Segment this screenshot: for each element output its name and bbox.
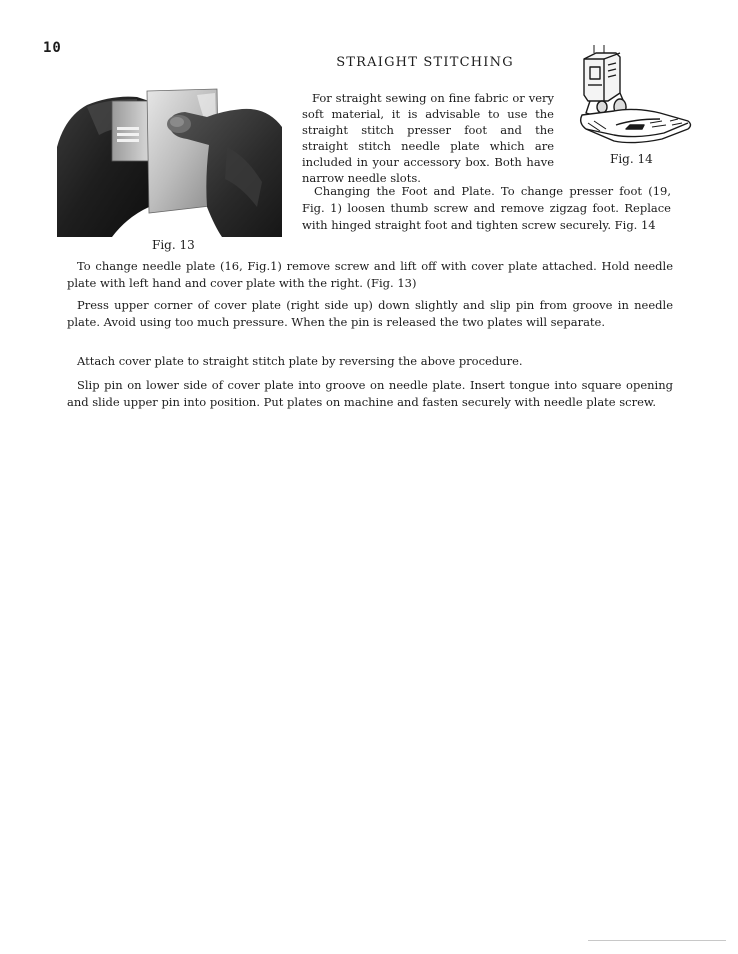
page-title: STRAIGHT STITCHING (336, 55, 514, 70)
slip-pin-paragraph: Slip pin on lower side of cover plate into groove on needle plate. Insert tongue into square opening and slide upper pin into position. Put plates on machine and fasten securely with needle plate screw. (67, 378, 673, 409)
intro-paragraph: For straight sewing on fine fabric or very soft material, it is advisable to use the straight stitch presser foot and the straight stitch needle plate which are included in your accessory box. Both have narrow needle slots. (302, 91, 554, 185)
fig14-presser-foot-drawing (574, 45, 694, 153)
separate-plates-paragraph: Press upper corner of cover plate (right side up) down slightly and slip pin from groove in needle plate. Avoid using too much pressure. When the pin is released the two plates will separate. (67, 298, 673, 329)
footer-rule (588, 940, 726, 941)
changing-foot-paragraph: Changing the Foot and Plate. To change presser foot (19, Fig. 1) loosen thumb screw and remove zigzag foot. Replace with hinged straight foot and tighten screw securely. Fig. 14 (302, 184, 671, 232)
attach-cover-plate-paragraph: Attach cover plate to straight stitch plate by reversing the above procedure. (77, 354, 523, 368)
fig14-caption: Fig. 14 (610, 152, 653, 166)
fig13-caption: Fig. 13 (152, 238, 195, 252)
fig13-photo-hands-plates (57, 87, 282, 237)
change-needle-plate-paragraph: To change needle plate (16, Fig.1) remove screw and lift off with cover plate attached. Hold needle plate with left hand and cover plate with the right. (Fig. 13) (67, 259, 673, 290)
page-number: 10 (43, 40, 62, 56)
